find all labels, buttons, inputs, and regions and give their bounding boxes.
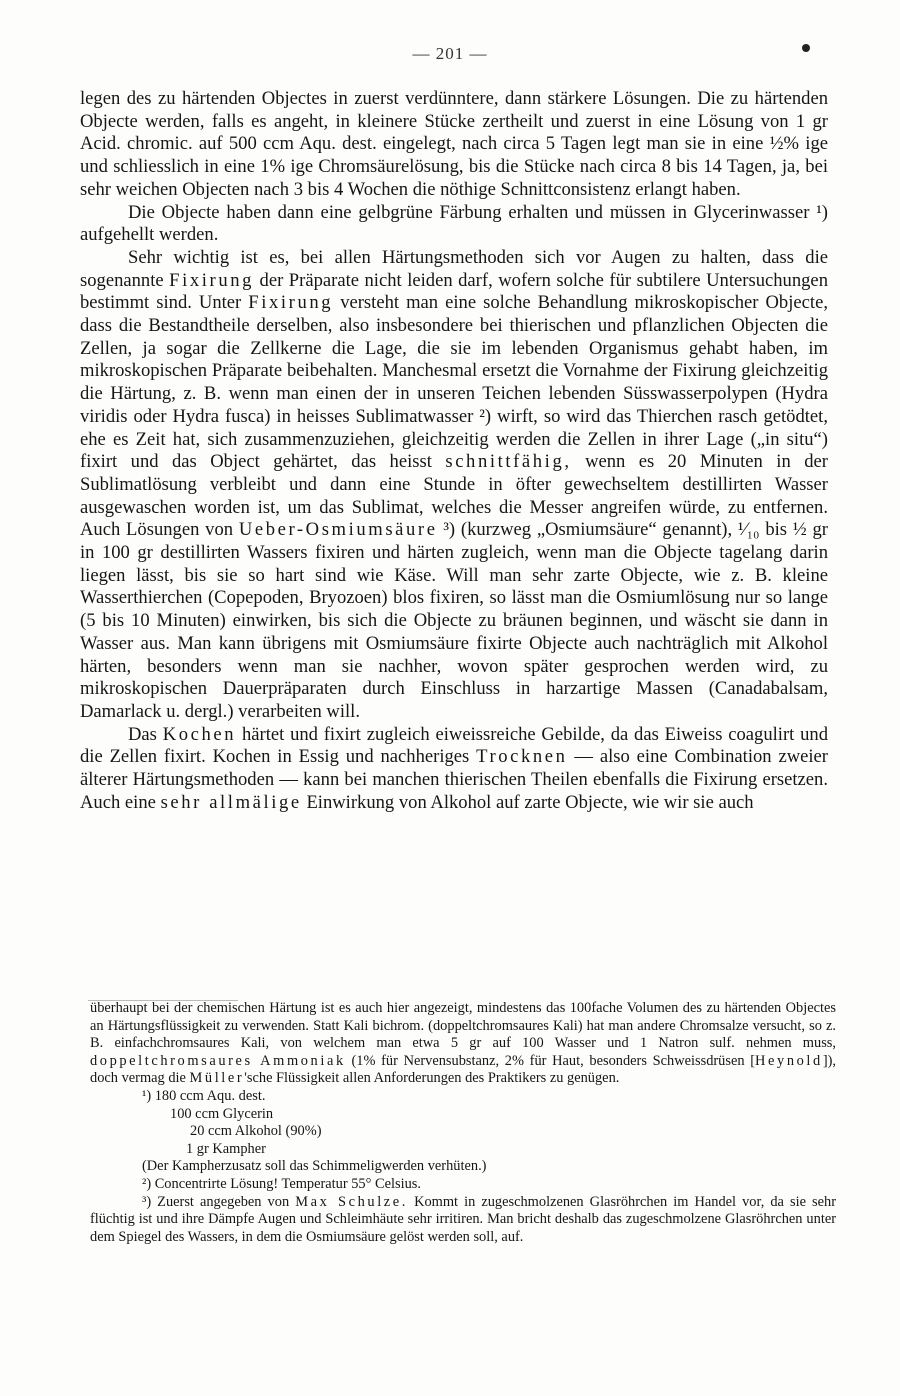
main-text [80, 88, 828, 815]
recipe-line: ¹) 180 ccm Aqu. dest. [142, 1087, 266, 1104]
spaced-term: Müller [189, 1070, 245, 1087]
text-run: Sehr wichtig ist es, bei allen Härtungsmethoden sich vor Augen zu halten, dass die sogenannte [80, 246, 828, 291]
text-run: überhaupt bei der chemischen Härtung ist es auch hier angezeigt, mindestens das 100fache Volumen des zu härtenden Objectes an Härtungsflüssigkeit zu verwenden. Statt Kali bichrom. (doppeltchromsaures Kali) hat man andere Chromsalze versucht, so z. B. einfachchromsaures Kali, von welchem man etwa 5 gr auf 100 Wasser und 1 Natron sulf. nehmen muss, [90, 1000, 836, 1052]
text-run: Das [128, 723, 157, 745]
footnote-3 [90, 1194, 836, 1247]
spaced-term: Trocknen [476, 746, 568, 768]
text-run: — also eine Combination zweier älterer Härtungsmethoden — kann bei manchen thierischen Theilen ebenfalls die Fixirung ersetzen. Auch eine [80, 746, 828, 813]
spaced-term: Kochen [162, 723, 237, 745]
spaced-term: Fixirung [248, 292, 334, 314]
recipe-line: 1 gr Kampher [186, 1140, 266, 1157]
footnote-continuation [90, 1000, 836, 1088]
paragraph-glycerin: Die Objecte haben dann eine gelbgrüne Färbung erhalten und müssen in Glycerinwasser ¹) aufgehellt werden. [80, 201, 828, 246]
text-run: wenn es 20 Minuten in der Sublimatlösung verbleibt und dann eine Stunde in öfter gewechseltem destillirten Wasser ausgewaschen worden ist, um das Sublimat, welches die Messer angreifen würde, zu entfernen. Auch Lösungen von [80, 451, 828, 541]
spaced-term: doppeltchromsaures Ammoniak [90, 1052, 346, 1069]
text-run: ]), doch vermag die [90, 1052, 836, 1087]
text-run: ³) Zuerst angegeben von [142, 1193, 290, 1210]
page-number: — 201 — [412, 44, 488, 63]
spaced-term: Ueber-Osmiumsäure [238, 519, 438, 541]
recipe-note: (Der Kampherzusatz soll das Schimmeligwerden verhüten.) [142, 1158, 487, 1175]
footnote-2: ²) Concentrirte Lösung! Temperatur 55° Celsius. [142, 1175, 421, 1192]
ink-dot-mark [802, 44, 810, 52]
text-run: 'sche Flüssigkeit allen Anforderungen des Praktikers zu genügen. [244, 1070, 620, 1087]
spaced-term: sehr allmälige [160, 791, 302, 813]
paragraph-fixation [80, 247, 828, 724]
text-run: der Präparate nicht leiden darf, wofern solche für subtilere Untersuchungen bestimmt sind. Unter [80, 269, 828, 314]
text-run: Einwirkung von Alkohol auf zarte Objecte, wie wir sie auch [306, 791, 754, 813]
spaced-term: Max Schulze. [295, 1193, 408, 1210]
footnotes [90, 1000, 836, 1246]
spaced-term: Heynold [755, 1052, 823, 1069]
text-run: (1% für Nervensubstanz, 2% für Haut, besonders Schweissdrüsen [ [351, 1052, 756, 1069]
paragraph-chromic-acid: legen des zu härtenden Objectes in zuerst verdünntere, dann stärkere Lösungen. Die zu härtenden Objecte werden, falls es angeht, in kleinere Stücke zertheilt und zuerst in eine Lösung von 1 gr Acid. chromic. auf 500 ccm Aqu. dest. eingelegt, nach circa 5 Tagen legt man sie in eine ½% ige und schliesslich in eine 1% ige Chromsäurelösung, bis die Stücke nach circa 8 bis 14 Tagen, ja, bei sehr weichen Objecten nach 3 bis 4 Wochen die nöthige Schnittconsistenz erlangt haben. [80, 88, 828, 200]
text-run: ³) (kurzweg „Osmiumsäure“ genannt), ¹⁄₁₀ bis ½ gr in 100 gr destillirten Wassers fixiren und härten zugleich, wenn man die Objecte tagelang darin liegen lässt, bis sie so hart sind wie Käse. Will man sehr zarte Objecte, wie z. B. kleine Wasserthierchen (Copepoden, Bryozoen) blos fixiren, so lässt man die Osmiumlösung nur so lange (5 bis 10 Minuten) einwirken, bis sich die Objecte zu bräunen beginnen, und wäscht sie dann in Wasser aus. Man kann übrigens mit Osmiumsäure fixirte Objecte auch nachträglich mit Alkohol härten, besonders wenn man sie nachher, wovon später gesprochen werden wird, zu mikroskopischen Dauerpräparaten durch Einschluss in harzartige Massen (Canadabalsam, Damarlack u. dergl.) verarbeiten will. [80, 519, 828, 722]
spaced-term: schnittfähig, [445, 451, 572, 473]
text-run: versteht man eine solche Behandlung mikroskopischer Objecte, dass die Bestandtheile derselben, also insbesondere bei thierischen und pflanzlichen Objecten die Zellen, ja sogar die Zellkerne die Lage, die sie im lebenden Organismus gehabt haben, im mikroskopischen Präparate beibehalten. Manchesmal ersetzt die Vornahme der Fixirung gleichzeitig die Härtung, z. B. wenn man einen der in unseren Teichen lebenden Süsswasserpolypen (Hydra viridis oder Hydra fusca) in heisses Sublimatwasser ²) wirft, so wird das Thierchen rasch getödtet, ehe es Zeit hat, sich zusammenzuziehen, gleichzeitig werden die Zellen in ihrer Lage („in situ“) fixirt und das Object gehärtet, das heisst [80, 292, 828, 473]
recipe-line: 20 ccm Alkohol (90%) [190, 1123, 322, 1140]
text-run: härtet und fixirt zugleich eiweissreiche Gebilde, da das Eiweiss coagulirt und die Zellen fixirt. Kochen in Essig und nachheriges [80, 723, 828, 768]
spaced-term: Fixirung [169, 269, 255, 291]
recipe-line: 100 ccm Glycerin [170, 1105, 274, 1122]
text-run: Kommt in zugeschmolzenen Glasröhrchen im Handel vor, da sie sehr flüchtig ist und ihre Dämpfe Augen und Schleimhäute sehr irritiren. Man bricht deshalb das zugeschmolzene Glasröhrchen unter dem Spiegel des Wassers, in dem die Osmiumsäure gelöst werden soll, auf. [90, 1193, 836, 1245]
paragraph-boiling [80, 724, 828, 815]
